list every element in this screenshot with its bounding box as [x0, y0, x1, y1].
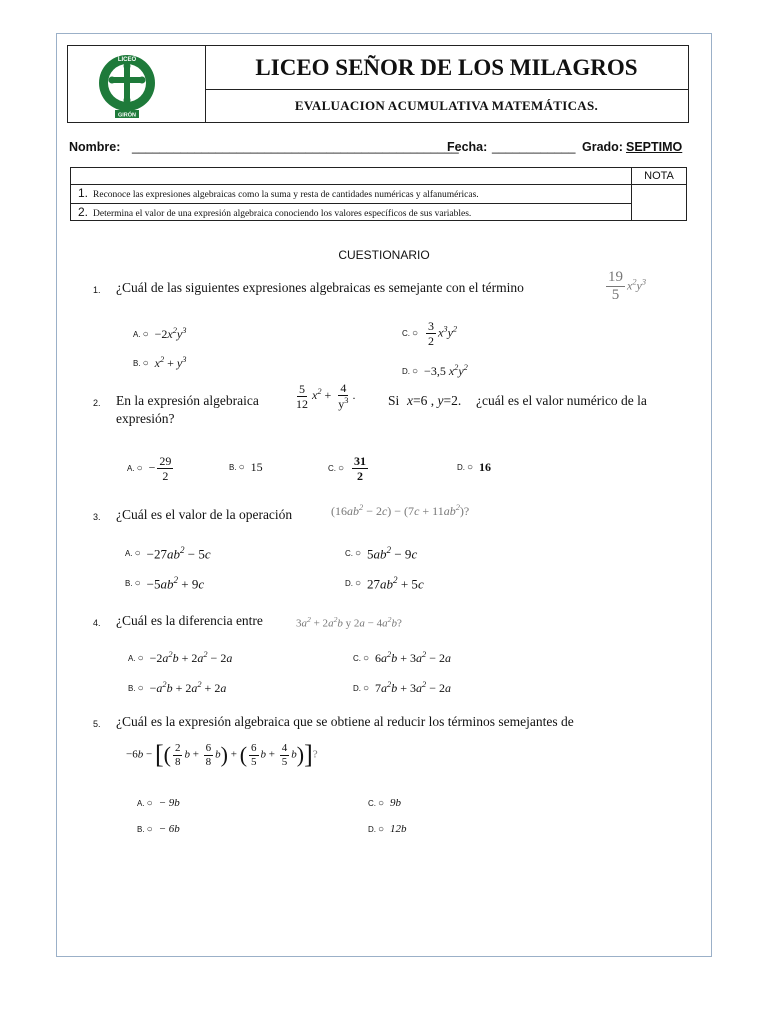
option-a[interactable]: A. ○ $-27ab^2 - 5c$ [125, 545, 211, 562]
option-c[interactable]: C. ○ $\frac{31}{2}$ [328, 454, 367, 483]
option-a[interactable]: A. ○ $-2x^2y^3$ [133, 326, 187, 341]
question-text: ¿Cuál es la diferencia entre [116, 613, 263, 628]
option-b[interactable]: B. ○ $-5ab^2 + 9c$ [125, 575, 205, 592]
objectives-divider [71, 203, 632, 204]
term-expression: $\frac{19}{5}$ $x^2y^3$ [608, 269, 647, 303]
difference-expression: $3a^2 + 2a^2b$ y $2a - 4a^2b$? [296, 615, 402, 630]
reduction-expression: −6b − [( $\frac{2}{8}$ b + $\frac{6}{8}$ b) + ( $\frac{6}{5}$ b + $\frac{4}{5}$ b)]? [126, 740, 318, 769]
school-logo [68, 46, 205, 122]
nota-label: NOTA [644, 170, 674, 182]
name-label: Nombre: [69, 140, 121, 154]
header-table [67, 45, 689, 123]
student-info-row [69, 140, 689, 158]
grade-label: Grado: [582, 140, 623, 154]
option-c[interactable]: C. ○ 9b [368, 797, 402, 809]
objectives-header [71, 168, 686, 185]
option-d[interactable]: D. ○ $27ab^2 + 5c$ [345, 575, 424, 592]
question-text: ¿Cuál es la expresión algebraica que se obtiene al reducir los términos semejantes de [116, 714, 574, 729]
option-c[interactable]: C. ○ $\frac{3}{2}$ $x^3y^2$ [402, 319, 458, 348]
question-text: ¿cuál es el valor numérico de la [476, 393, 647, 408]
option-d[interactable]: D. ○ 16 [457, 460, 492, 474]
option-c[interactable]: C. ○ $6a^2b + 3a^2 - 2a$ [353, 650, 451, 665]
name-field[interactable]: _______________________________________________ [132, 140, 459, 154]
question-text: ¿Cuál es el valor de la operación [116, 507, 293, 522]
question-text: En la expresión algebraica [116, 393, 259, 408]
objective-item: 1. Reconoce las expresiones algebraicas como la suma y resta de cantidades numéricas y alfanuméricas. [78, 186, 479, 200]
option-d[interactable]: D. ○ 12b [368, 823, 407, 835]
question-text: Si [388, 393, 400, 408]
question-number: 4. [93, 618, 101, 628]
date-label: Fecha: [447, 140, 488, 154]
grade-value: SEPTIMO [626, 140, 683, 154]
objective-item: 2. Determina el valor de una expresión algebraica conociendo los valores específicos de sus variables. [78, 205, 472, 219]
question-number: 1. [93, 285, 101, 295]
logo-cell [68, 46, 206, 122]
option-a[interactable]: A. ○ $-2a^2b + 2a^2 - 2a$ [128, 650, 233, 665]
question-number: 3. [93, 512, 101, 522]
question-number: 2. [93, 398, 101, 408]
school-title: LICEO SEÑOR DE LOS MILAGROS [205, 46, 688, 90]
option-b[interactable]: B. ○ $x^2 + y^3$ [133, 355, 187, 370]
option-d[interactable]: D. ○ $7a^2b + 3a^2 - 2a$ [353, 680, 451, 695]
questionnaire-title: CUESTIONARIO [338, 248, 430, 262]
option-b[interactable]: B. ○ $-a^2b + 2a^2 + 2a$ [128, 680, 227, 695]
expression: $\frac{5}{12}$ $x^2$ + $\frac{4}{y^3}$ . [296, 381, 356, 411]
question-text: ¿Cuál de las siguientes expresiones algebraicas es semejante con el término [116, 280, 524, 295]
option-d[interactable]: D. ○ −3,5 $x^2y^2$ [402, 363, 468, 378]
option-a[interactable]: A. ○ − $\frac{29}{2}$ [127, 454, 172, 483]
option-c[interactable]: C. ○ $5ab^2 - 9c$ [345, 545, 418, 562]
operation-expression: $(16ab^2 - 2c) - (7c + 11ab^2)$? [331, 503, 470, 518]
exam-title: EVALUACION ACUMULATIVA MATEMÁTICAS. [294, 97, 599, 113]
date-field[interactable]: ____________ [492, 140, 576, 154]
option-b[interactable]: B. ○ 15 [229, 460, 263, 474]
question-number: 5. [93, 719, 101, 729]
objectives-table [70, 167, 687, 221]
variable-values: x=6 , y=2. [407, 393, 462, 408]
question-text: expresión? [116, 411, 175, 426]
svg-text:GIRÓN: GIRÓN [117, 112, 137, 119]
svg-text:LICEO: LICEO [117, 57, 137, 63]
option-a[interactable]: A. ○ − 9b [137, 797, 180, 809]
option-b[interactable]: B. ○ − 6b [137, 823, 180, 835]
